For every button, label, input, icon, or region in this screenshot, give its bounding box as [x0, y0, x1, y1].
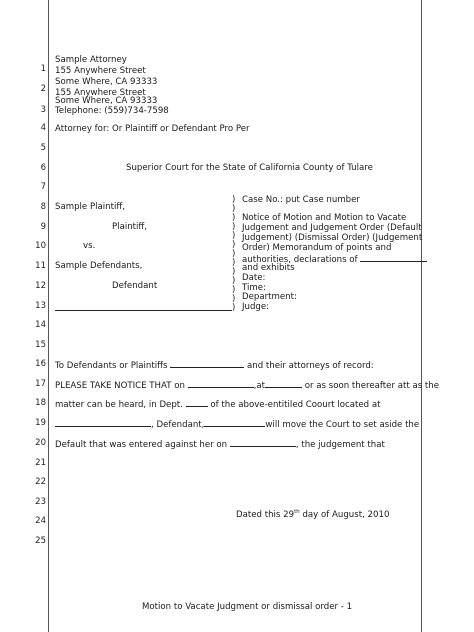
addressee-blank: [170, 359, 244, 368]
attorney-street: 155 Anywhere Street: [55, 66, 146, 76]
court-title: Superior Court for the State of California County of Tulare: [126, 163, 373, 173]
default-date-blank: [230, 438, 296, 447]
line-number: 1: [40, 64, 46, 74]
defendant-name: Sample Defendants,: [55, 261, 143, 271]
case-number: Case No.: put Case number: [242, 195, 360, 205]
line-number: 6: [40, 163, 46, 173]
line-number: 19: [35, 418, 46, 428]
dated-ordinal: th: [294, 509, 300, 515]
attorney-city-2: Some Where, CA 93333: [55, 96, 158, 106]
addressee-text-2: and their attorneys of record:: [247, 361, 374, 371]
dated-rest: day of August, 2010: [299, 509, 390, 520]
body-line-16: [55, 359, 374, 372]
plaintiff-role: Plaintiff,: [112, 222, 148, 232]
body-line-18: [55, 398, 381, 411]
hearing-time-blank: [265, 379, 302, 388]
line-number: 25: [35, 536, 46, 546]
line-number: 21: [35, 458, 46, 468]
plaintiff-name: Sample Plaintiff,: [55, 202, 126, 212]
line-number: 2: [40, 84, 46, 94]
line-number: 24: [35, 516, 46, 526]
line-number: 16: [35, 359, 46, 369]
dated-line: [236, 507, 389, 520]
line-number: 8: [40, 202, 46, 212]
attorney-for: Attorney for: Or Plaintiff or Defendant Pro Per: [55, 124, 250, 134]
line-number: 13: [35, 301, 46, 311]
notice-line-1: Notice of Motion and Motion to Vacate: [242, 213, 407, 223]
notice-line-3: Judgement) (Dismissal Order) (Judgement: [242, 233, 423, 243]
notice-text-2: or as soon thereafter att as the: [304, 381, 440, 391]
notice-text: PLEASE TAKE NOTICE THAT on: [55, 381, 185, 391]
line-number: 9: [40, 222, 46, 232]
versus-label: vs.: [83, 241, 96, 251]
declarant-blank: [360, 253, 427, 262]
line-number: 4: [40, 123, 46, 133]
at-text: ,at: [253, 381, 266, 391]
body-line-20: [55, 438, 385, 451]
caption-bottom-line: [55, 310, 232, 311]
location-blank: [55, 418, 151, 427]
judgement-text: , the judgement that: [295, 440, 385, 450]
defendant-blank: [204, 418, 265, 427]
line-number: 20: [35, 438, 46, 448]
line-number: 22: [35, 477, 46, 487]
dept-blank: [186, 398, 208, 407]
line-number: 10: [35, 241, 46, 251]
defendant-text: , Defendant,: [151, 420, 205, 430]
line-number: 15: [35, 340, 46, 350]
right-margin-rule: [421, 0, 422, 632]
defendant-role: Defendant: [112, 281, 158, 291]
dated-prefix: Dated this 29: [236, 509, 295, 520]
court-location-text: of the above-entitiled Coourt located at: [210, 400, 381, 410]
attorney-street-2: 155 Anywhere Street: [55, 88, 146, 98]
dept-text: matter can be heard, in Dept.: [55, 400, 183, 410]
line-number: 5: [40, 143, 46, 153]
notice-line-2: Judgement and Judgement Order (Default: [242, 223, 422, 233]
hearing-date-blank: [188, 379, 254, 388]
page-footer: Motion to Vacate Judgment or dismissal order - 1: [142, 602, 353, 612]
attorney-name: Sample Attorney: [55, 55, 127, 65]
attorney-telephone: Telephone: (559)734-7598: [55, 106, 169, 116]
addressee-text: To Defendants or Plaintiffs: [55, 361, 168, 371]
hearing-date: Date:: [242, 273, 266, 283]
move-text: will move the Court to set aside the: [265, 420, 420, 430]
left-margin-rule: [48, 0, 49, 632]
line-number: 17: [35, 379, 46, 389]
line-number: 7: [40, 182, 46, 192]
line-number: 12: [35, 281, 46, 291]
line-number: 11: [35, 261, 46, 271]
body-line-17: [55, 379, 439, 392]
notice-line-4: Order) Memorandum of points and: [242, 243, 392, 253]
notice-line-5-text: authorities, declarations of: [242, 255, 358, 265]
hearing-judge: Judge:: [242, 302, 270, 312]
body-line-19: [55, 418, 419, 431]
notice-line-6: and exhibits: [242, 263, 295, 273]
hearing-time: Time:: [242, 283, 266, 293]
hearing-department: Department:: [242, 292, 297, 302]
attorney-city: Some Where, CA 93333: [55, 77, 158, 87]
default-text: Default that was entered against her on: [55, 440, 228, 450]
line-number: 14: [35, 320, 46, 330]
line-number: 3: [40, 105, 46, 115]
line-number: 18: [35, 398, 46, 408]
line-number: 23: [35, 497, 46, 507]
